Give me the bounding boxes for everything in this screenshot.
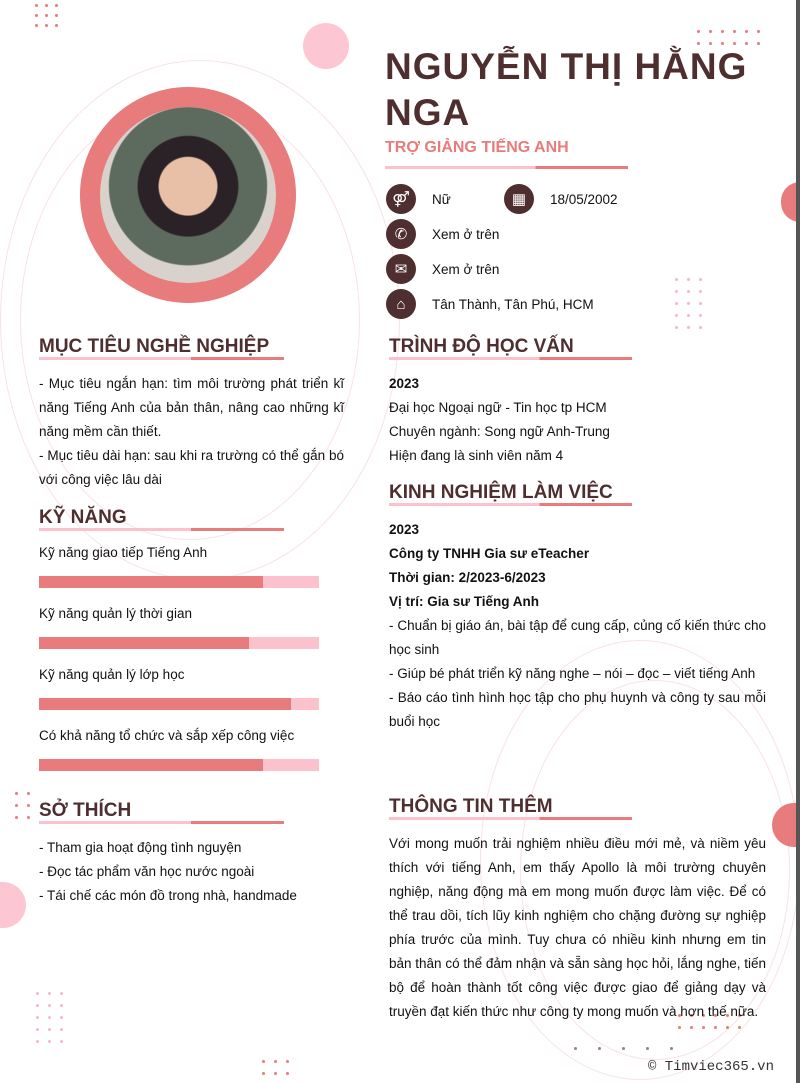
calendar-icon: ▦ <box>504 184 534 214</box>
dots-decoration <box>15 792 30 819</box>
hobby-item: - Tham gia hoạt động tình nguyện <box>39 840 242 855</box>
dots-decoration <box>697 30 760 45</box>
divider <box>39 528 284 531</box>
address-row <box>386 289 594 319</box>
education-status: Hiện đang là sinh viên năm 4 <box>389 448 564 463</box>
skill-bar <box>39 637 319 649</box>
skill-bar <box>39 576 319 588</box>
experience-duty: - Chuẩn bị giáo án, bài tập để cung cấp, củng cố kiến thức cho học sinh <box>389 618 766 657</box>
skill-bar-fill <box>39 576 263 588</box>
hobbies-list <box>39 836 344 908</box>
objective-heading: MỤC TIÊU NGHỀ NGHIỆP <box>39 336 270 357</box>
divider <box>39 357 284 360</box>
email-value: Xem ở trên <box>432 261 500 277</box>
skill-label: Có khả năng tổ chức và sắp xếp công việc <box>39 728 295 743</box>
dots-decoration <box>36 992 63 1043</box>
experience-year: 2023 <box>389 522 420 537</box>
home-icon: ⌂ <box>386 289 416 319</box>
experience-duty: - Giúp bé phát triển kỹ năng nghe – nói – đọc – viết tiếng Anh <box>389 666 756 681</box>
candidate-name: NGUYỄN THỊ HẰNG NGA <box>385 46 748 133</box>
education-heading: TRÌNH ĐỘ HỌC VẤN <box>389 336 574 357</box>
skill-bar-fill <box>39 698 291 710</box>
email-row <box>386 254 499 284</box>
education-school: Đại học Ngoại ngữ - Tin học tp HCM <box>389 400 607 415</box>
skill-label: Kỹ năng giao tiếp Tiếng Anh <box>39 545 208 560</box>
experience-details <box>389 518 766 734</box>
dots-decoration <box>262 1060 289 1075</box>
divider <box>389 357 632 360</box>
address-value: Tân Thành, Tân Phú, HCM <box>432 296 594 312</box>
skill-label: Kỹ năng quản lý lớp học <box>39 667 185 682</box>
additional-info-heading: THÔNG TIN THÊM <box>389 796 553 817</box>
phone-value: Xem ở trên <box>432 226 500 242</box>
experience-heading: KINH NGHIỆM LÀM VIỆC <box>389 482 613 503</box>
pink-circle-decoration <box>303 23 349 69</box>
dots-decoration <box>574 1047 673 1050</box>
birthday-value: 18/05/2002 <box>550 191 618 207</box>
divider <box>385 166 628 169</box>
scrollbar[interactable] <box>796 0 800 1083</box>
watermark: © Timviec365.vn <box>647 1059 774 1075</box>
experience-duty: - Báo cáo tình hình học tập cho phụ huynh và công ty sau mỗi buổi học <box>389 690 766 729</box>
skill-bar-fill <box>39 759 263 771</box>
skill-bar-fill <box>39 637 249 649</box>
experience-time: Thời gian: 2/2023-6/2023 <box>389 570 546 585</box>
dots-decoration <box>675 278 702 329</box>
skill-label: Kỹ năng quản lý thời gian <box>39 606 192 621</box>
hobby-item: - Đọc tác phẩm văn học nước ngoài <box>39 864 255 879</box>
objective-short: - Mục tiêu ngắn hạn: tìm môi trường phát triển kĩ năng Tiếng Anh của bản thân, nâng cao những kĩ năng mềm cần thiết. <box>39 376 344 439</box>
divider <box>389 503 632 506</box>
hobbies-heading: SỞ THÍCH <box>39 800 132 821</box>
skill-bar <box>39 698 319 710</box>
phone-row <box>386 219 499 249</box>
pink-circle-decoration <box>0 882 26 928</box>
additional-info-text: Với mong muốn trải nghiệm nhiều điều mới mẻ, và niềm yêu thích với tiếng Anh, em thấy Apollo là môi trường chuyên nghiệp, năng động mà em mong muốn được làm việc. Để có thể trau dồi, tích lũy kinh nghiệm cho chặng đường sự nghiệp phía trước của mình. Tuy chưa có nhiều kinh nhưng em tin bản thân có thể đảm nhận và sẵn sàng học hỏi, lắng nghe, tiến bộ để hoàn thành tốt công việc được giao để giảng dạy và truyền đạt kiến thức như công ty mong muốn và hơn thế nữa. <box>389 836 766 1019</box>
experience-company: Công ty TNHH Gia sư eTeacher <box>389 546 590 561</box>
job-title: TRỢ GIẢNG TIẾNG ANH <box>385 139 569 156</box>
profile-photo-frame <box>80 87 296 303</box>
envelope-icon: ✉ <box>386 254 416 284</box>
objective-text <box>39 372 344 492</box>
phone-icon: ✆ <box>386 219 416 249</box>
divider <box>389 817 632 820</box>
experience-position: Vị trí: Gia sư Tiếng Anh <box>389 594 540 609</box>
education-year: 2023 <box>389 376 420 391</box>
dots-decoration <box>35 4 58 27</box>
education-details <box>389 372 766 468</box>
skills-heading: KỸ NĂNG <box>39 507 127 528</box>
birthday-row <box>504 184 618 214</box>
divider <box>39 821 284 824</box>
gender-value: Nữ <box>432 191 451 207</box>
skill-bar <box>39 759 319 771</box>
objective-long: - Mục tiêu dài hạn: sau khi ra trường có thể gắn bó với công việc lâu dài <box>39 448 344 487</box>
gender-row <box>386 184 451 214</box>
gender-icon: ⚤ <box>386 184 416 214</box>
hobby-item: - Tái chế các món đồ trong nhà, handmade <box>39 888 297 903</box>
education-major: Chuyên ngành: Song ngữ Anh-Trung <box>389 424 610 439</box>
profile-photo <box>100 107 276 283</box>
